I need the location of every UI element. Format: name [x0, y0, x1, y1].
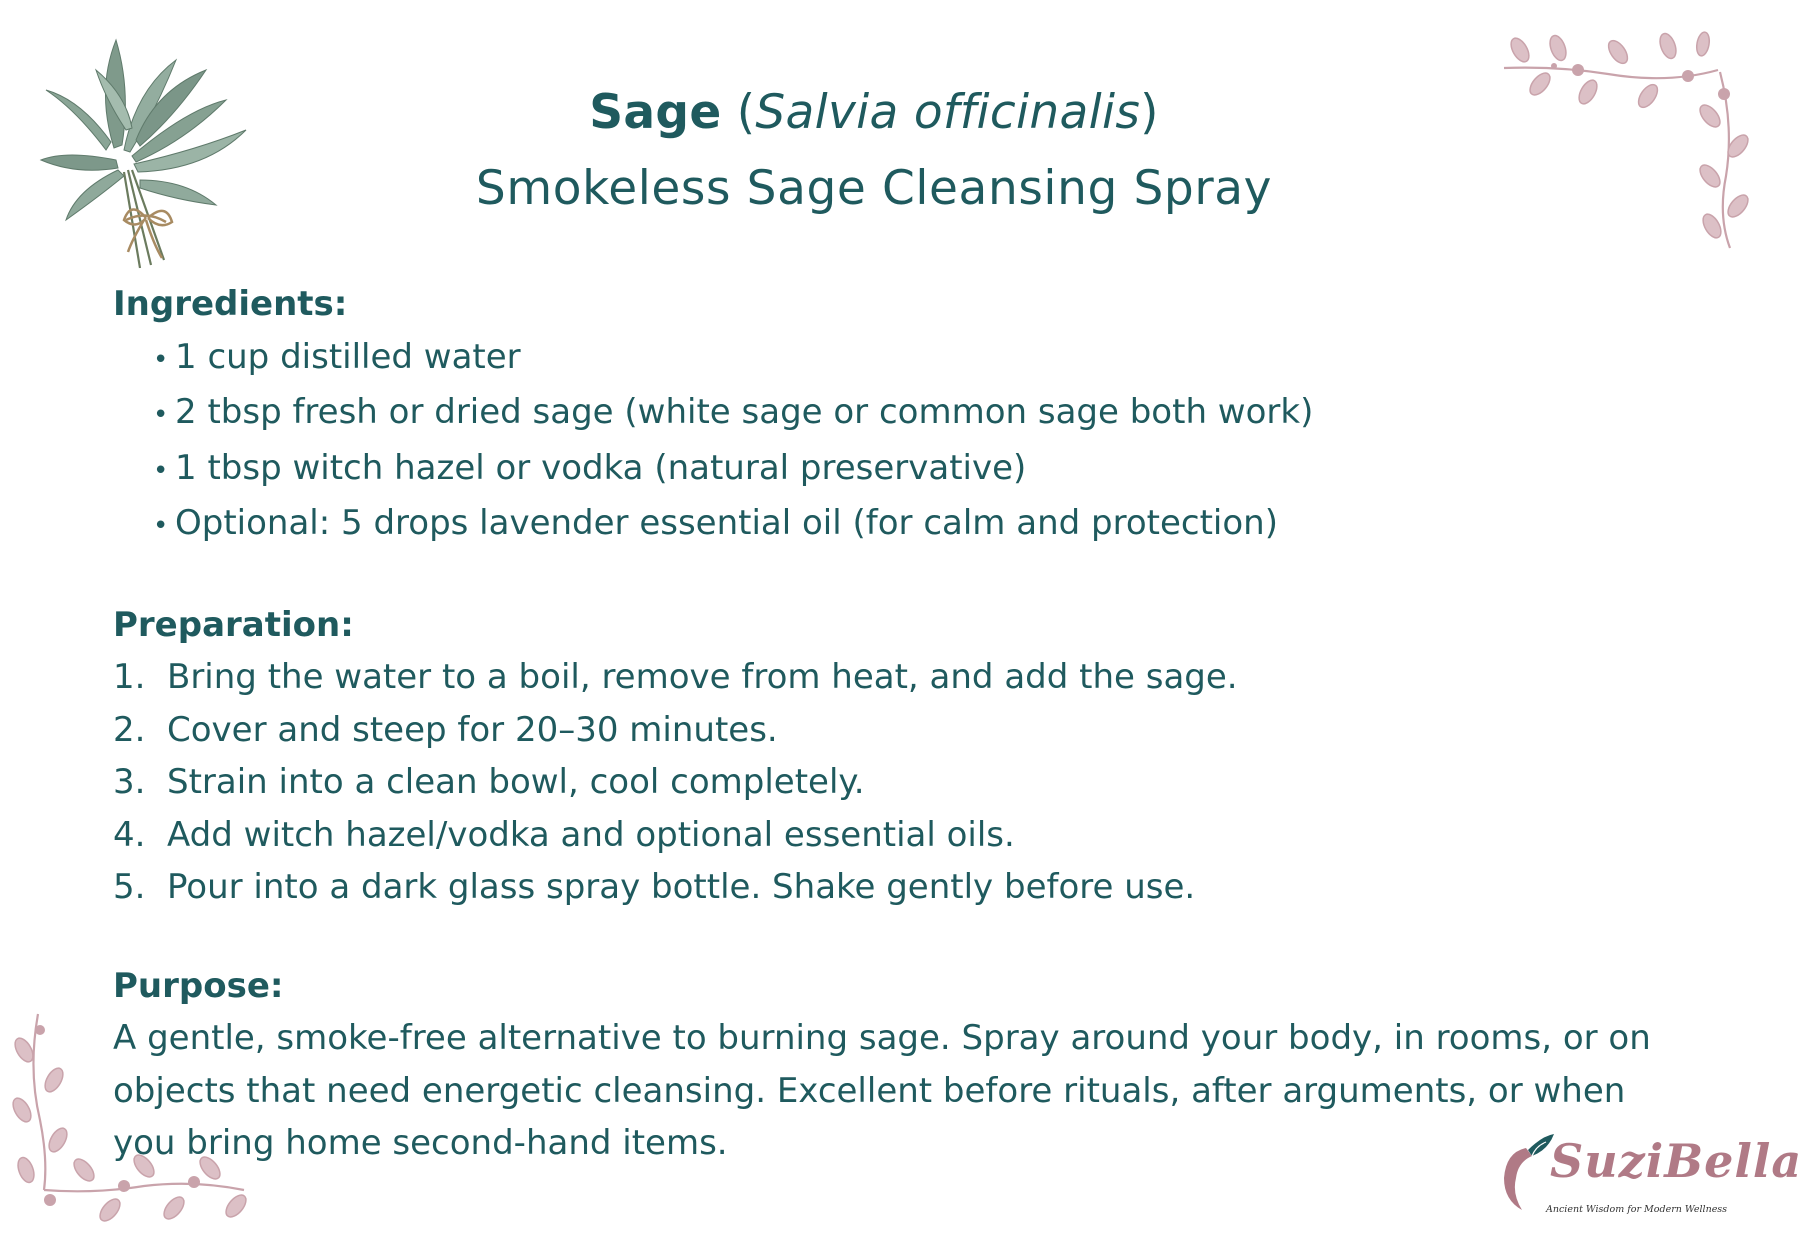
- ingredients-heading: Ingredients:: [113, 284, 348, 324]
- common-name: Sage: [589, 85, 722, 140]
- logo-tagline: Ancient Wisdom for Modern Wellness: [1546, 1204, 1728, 1215]
- recipe-title: [0, 82, 1748, 144]
- list-item: [113, 861, 1673, 914]
- list-item: [113, 809, 1673, 862]
- preparation-steps: [113, 651, 1673, 914]
- list-item: [153, 442, 1673, 498]
- list-item: [153, 497, 1673, 553]
- step-number: 3.: [113, 762, 146, 802]
- suzibella-logo: [1488, 1128, 1802, 1228]
- ingredient-text: 1 cup distilled water: [175, 336, 521, 377]
- bullet: •: [153, 511, 169, 541]
- step-number: 4.: [113, 814, 146, 855]
- step-text: Cover and steep for 20–30 minutes.: [167, 709, 778, 750]
- list-item: [113, 704, 1673, 757]
- preparation-heading: Preparation:: [113, 604, 354, 645]
- step-text: Pour into a dark glass spray bottle. Shake gently before use.: [167, 867, 1196, 907]
- logo-name: SuziBella: [1550, 1134, 1802, 1188]
- ingredients-list: [113, 331, 1673, 553]
- bullet: •: [153, 400, 169, 430]
- step-number: 1.: [113, 657, 146, 697]
- latin-close-paren: ): [1140, 85, 1159, 140]
- purpose-heading: Purpose:: [113, 965, 284, 1006]
- ingredient-text: 2 tbsp fresh or dried sage (white sage or common sage both work): [175, 392, 1314, 432]
- bullet: •: [153, 455, 169, 486]
- latin-name: Salvia officinalis: [755, 85, 1141, 140]
- step-text: Bring the water to a boil, remove from heat, and add the sage.: [167, 657, 1238, 697]
- ingredient-text: 1 tbsp witch hazel or vodka (natural preservative): [175, 447, 1027, 488]
- list-item: [113, 756, 1673, 809]
- list-item: [113, 651, 1673, 704]
- list-item: [153, 331, 1673, 387]
- recipe-content: [113, 278, 1673, 1170]
- step-text: Add witch hazel/vodka and optional essential oils.: [167, 814, 1015, 855]
- list-item: [153, 386, 1673, 442]
- bullet: •: [153, 344, 169, 375]
- sage-bundle-illustration: [36, 30, 256, 270]
- step-number: 2.: [113, 709, 146, 750]
- recipe-subtitle: Smokeless Sage Cleansing Spray: [475, 161, 1273, 216]
- purpose-text: A gentle, smoke-free alternative to burning sage. Spray around your body, in rooms, or on objects that need energetic cleansing. Excellent before rituals, after arguments, or when you bring home second-hand items.: [113, 1018, 1651, 1163]
- latin-open-paren: (: [736, 85, 756, 140]
- step-text: Strain into a clean bowl, cool completely.: [167, 762, 865, 802]
- ingredient-text: Optional: 5 drops lavender essential oil (for calm and protection): [175, 503, 1278, 543]
- step-number: 5.: [113, 867, 146, 907]
